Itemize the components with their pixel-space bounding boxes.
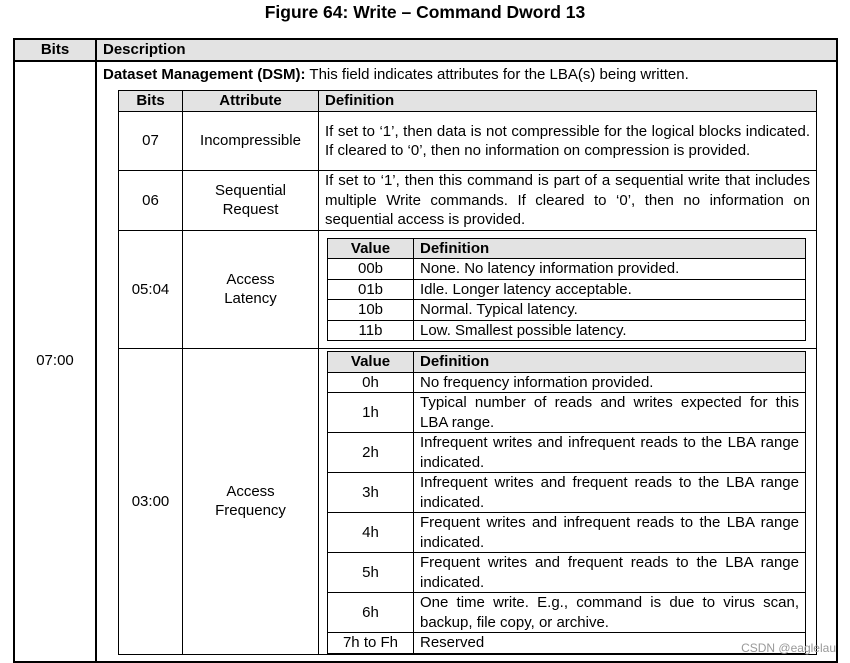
- description-header: Description: [96, 39, 837, 61]
- value-header: Value: [328, 352, 414, 373]
- attr-name: Sequential Request: [183, 171, 319, 231]
- table-row: [119, 112, 817, 171]
- attr-definition-header: Definition: [319, 91, 817, 112]
- table-row: [328, 259, 806, 280]
- table-row: [328, 320, 806, 341]
- attr-bits: 07: [119, 112, 183, 171]
- attr-name: Access Frequency: [183, 349, 319, 655]
- definition-cell: None. No latency information provided.: [414, 259, 806, 280]
- value-header: Value: [328, 238, 414, 259]
- value-cell: 0h: [328, 372, 414, 393]
- bits-cell: 07:00: [14, 61, 96, 662]
- table-row: [328, 372, 806, 393]
- attr-definition: If set to ‘1’, then this command is part of a sequential write that includes multiple Write commands. If cleared to ‘0’, then no information on sequential access is provided.: [319, 171, 817, 231]
- table-row: [14, 61, 837, 662]
- attribute-table: [118, 90, 817, 655]
- definition-cell: Low. Smallest possible latency.: [414, 320, 806, 341]
- table-row: [119, 349, 817, 655]
- attr-attribute-header: Attribute: [183, 91, 319, 112]
- definition-cell: Frequent writes and frequent reads to the LBA range indicated.: [414, 553, 806, 593]
- definition-cell: Reserved: [414, 633, 806, 654]
- table-row: [328, 279, 806, 300]
- attr-definition: [319, 349, 817, 655]
- header-row: [14, 39, 837, 61]
- figure-title: Figure 64: Write – Command Dword 13: [264, 2, 586, 22]
- table-row: [328, 473, 806, 513]
- value-cell: 5h: [328, 553, 414, 593]
- definition-cell: No frequency information provided.: [414, 372, 806, 393]
- dsm-label: Dataset Management (DSM):: [103, 65, 306, 83]
- attr-bits: 05:04: [119, 230, 183, 349]
- frequency-table: [327, 351, 806, 654]
- attr-definition: If set to ‘1’, then data is not compressible for the logical blocks indicated. If cleared to ‘0’, then no information on compression is provided.: [319, 112, 817, 171]
- table-row: [328, 593, 806, 633]
- table-row: [328, 553, 806, 593]
- value-cell: 4h: [328, 513, 414, 553]
- value-cell: 3h: [328, 473, 414, 513]
- value-cell: 1h: [328, 393, 414, 433]
- definition-header: Definition: [414, 352, 806, 373]
- dsm-text: This field indicates attributes for the LBA(s) being written.: [305, 65, 689, 83]
- table-row: [328, 393, 806, 433]
- attr-name: Incompressible: [183, 112, 319, 171]
- definition-cell: One time write. E.g., command is due to virus scan, backup, file copy, or archive.: [414, 593, 806, 633]
- command-dword-table: [13, 38, 838, 663]
- attr-definition: [319, 230, 817, 349]
- definition-cell: Idle. Longer latency acceptable.: [414, 279, 806, 300]
- attr-name: Access Latency: [183, 230, 319, 349]
- value-cell: 01b: [328, 279, 414, 300]
- value-cell: 6h: [328, 593, 414, 633]
- definition-cell: Infrequent writes and infrequent reads to the LBA range indicated.: [414, 433, 806, 473]
- attr-bits: 03:00: [119, 349, 183, 655]
- attr-bits: 06: [119, 171, 183, 231]
- table-row: [119, 230, 817, 349]
- table-row: [328, 513, 806, 553]
- definition-header: Definition: [414, 238, 806, 259]
- value-cell: 10b: [328, 300, 414, 321]
- definition-cell: Normal. Typical latency.: [414, 300, 806, 321]
- table-row: [328, 300, 806, 321]
- table-row: [328, 633, 806, 654]
- dsm-description: [103, 65, 830, 85]
- value-cell: 11b: [328, 320, 414, 341]
- value-cell: 2h: [328, 433, 414, 473]
- definition-cell: Frequent writes and infrequent reads to the LBA range indicated.: [414, 513, 806, 553]
- table-row: [328, 433, 806, 473]
- description-cell: [96, 61, 837, 662]
- attribute-header-row: [119, 91, 817, 112]
- latency-table: [327, 238, 806, 342]
- value-cell: 00b: [328, 259, 414, 280]
- value-cell: 7h to Fh: [328, 633, 414, 654]
- table-row: [119, 171, 817, 231]
- definition-cell: Typical number of reads and writes expected for this LBA range.: [414, 393, 806, 433]
- watermark: CSDN @eaglelau: [741, 641, 836, 655]
- bits-header: Bits: [14, 39, 96, 61]
- attr-bits-header: Bits: [119, 91, 183, 112]
- definition-cell: Infrequent writes and frequent reads to the LBA range indicated.: [414, 473, 806, 513]
